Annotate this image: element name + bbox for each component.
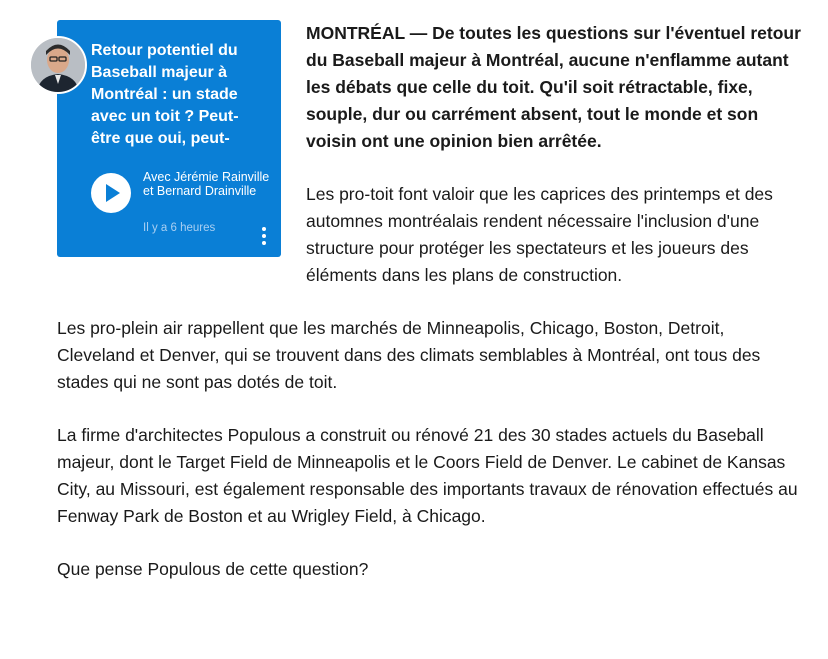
article-paragraph: La firme d'architectes Populous a construit ou rénové 21 des 30 stades actuels du Baseball majeur, dont le Target Field de Minneapolis et le Coors Field de Denver. Le cabinet de Kansas City, au Missouri, est également responsable des importants travaux de rénovation effectués au Fenway Park de Boston et au Wrigley Field, à Chicago. [57,425,798,526]
host-avatar [29,36,87,94]
article-paragraph: Les pro-plein air rappellent que les marchés de Minneapolis, Chicago, Boston, Detroit, Cleveland et Denver, qui se trouvent dans des climats semblables à Montréal, ont tous des stades qui ne sont pas dotés de toit. [57,318,761,392]
podcast-timestamp: Il y a 6 heures [143,222,216,234]
host-avatar-image [31,38,85,92]
article-lead: MONTRÉAL — De toutes les questions sur l'éventuel retour du Baseball majeur à Montréal, aucune n'enflamme autant les débats que celle du toit. Qu'il soit rétractable, fixe, souple, dur ou carrément absent, tout le monde et son voisin ont une opinion bien arrêtée. [306,23,801,151]
podcast-title[interactable]: Retour potentiel du Baseball majeur à Montréal : un stade avec un toit ? Peut-être que oui, peut- [91,42,239,147]
article-paragraph: Que pense Populous de cette question? [57,559,369,579]
article-paragraph: Les pro-toit font valoir que les caprices des printemps et des automnes montréalais rendent nécessaire l'inclusion d'une structure pour protéger les spectateurs et les joueurs des éléments dans les plans de construction. [306,184,773,285]
podcast-card[interactable] [57,20,281,257]
article-body [57,20,802,609]
podcast-author: Avec Jérémie Rainville et Bernard Drainville [143,170,270,198]
play-icon[interactable] [91,173,131,213]
more-vertical-icon[interactable] [261,227,267,245]
